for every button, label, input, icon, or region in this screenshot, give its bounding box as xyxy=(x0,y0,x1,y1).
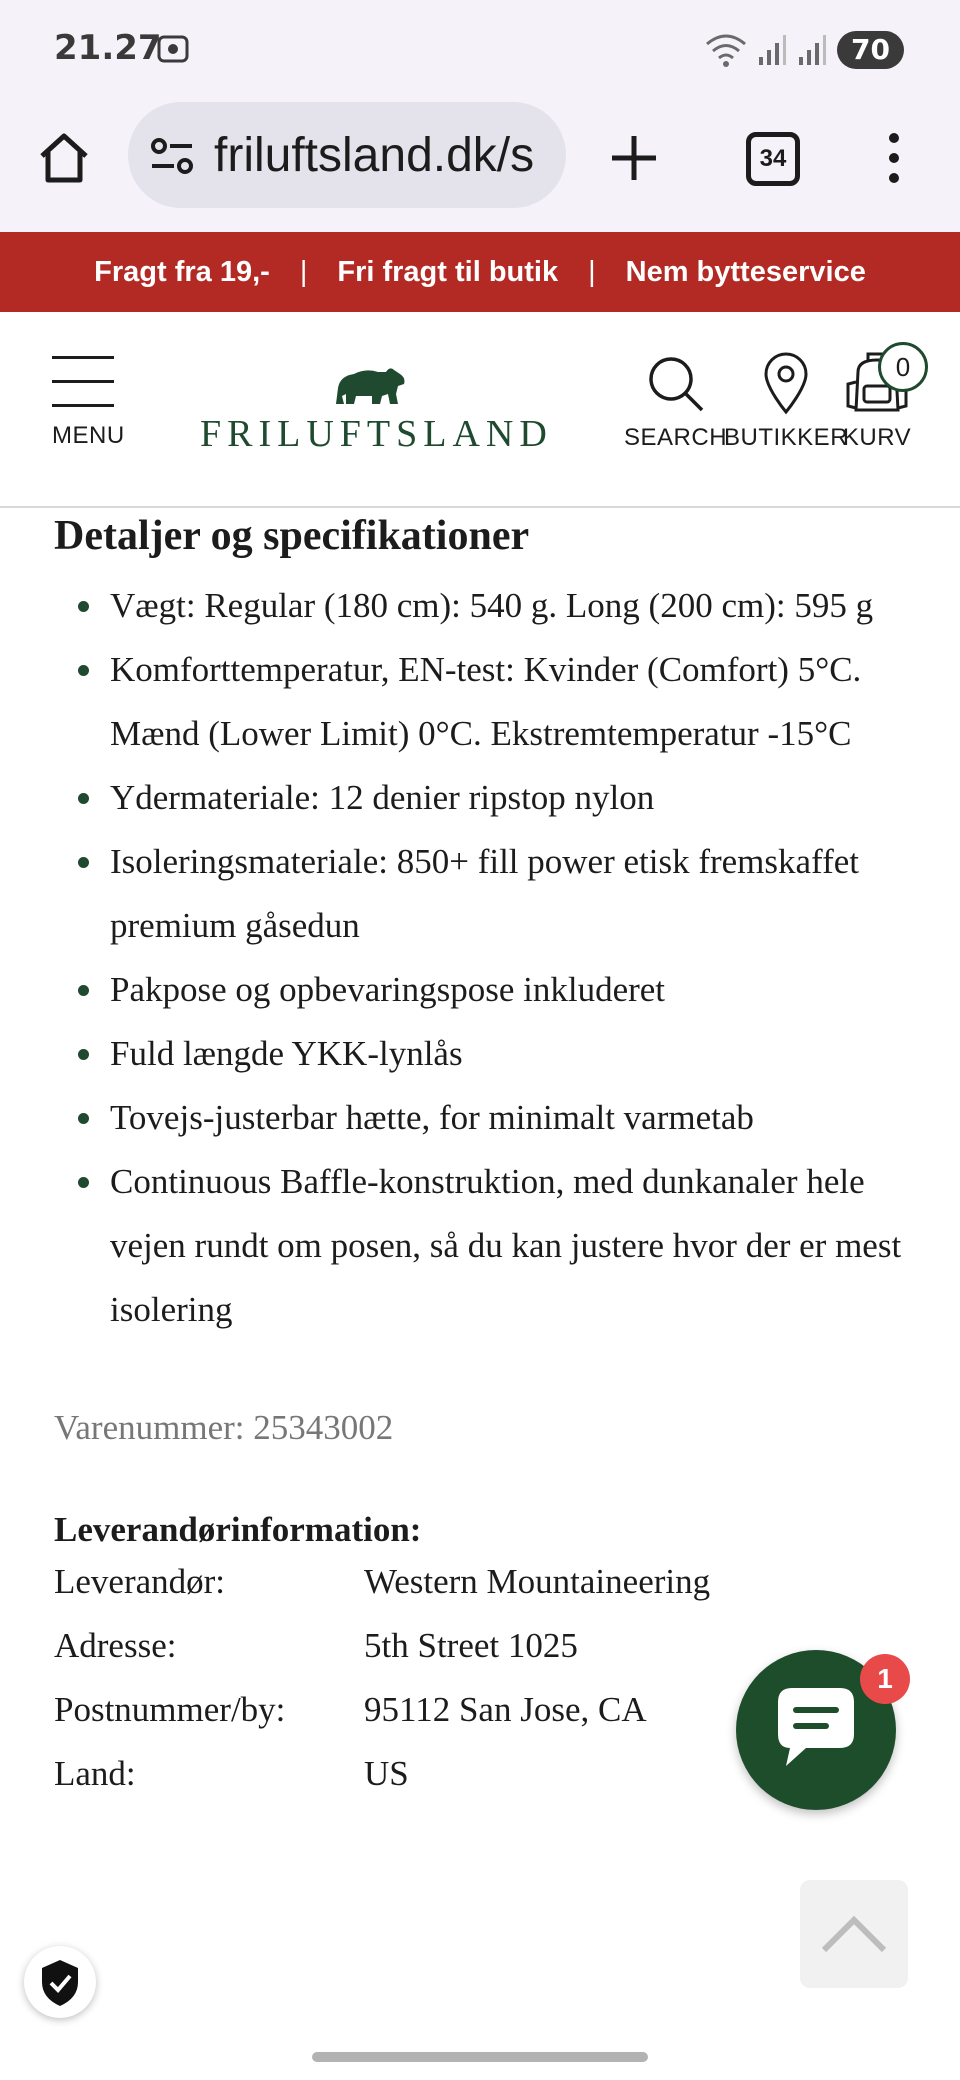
promo-item-exchange[interactable]: Nem bytteservice xyxy=(625,255,866,288)
status-time: 21.27 xyxy=(54,28,162,68)
list-item: Komforttemperatur, EN-test: Kvinder (Comfort) 5°C. Mænd (Lower Limit) 0°C. Ekstremtemperatur -15°C xyxy=(54,638,914,766)
list-item: Continuous Baffle-konstruktion, med dunkanaler hele vejen rundt om posen, så du kan justere hvor der er mest isolering xyxy=(54,1150,914,1342)
supplier-key: Leverandør: xyxy=(54,1562,226,1601)
promo-separator: | xyxy=(299,255,308,288)
kebab-menu-icon[interactable] xyxy=(880,128,908,188)
list-item: Ydermateriale: 12 denier ripstop nylon xyxy=(54,766,914,830)
cart-count-badge: 0 xyxy=(878,342,928,392)
signal-icon xyxy=(757,33,787,67)
search-label: SEARCH xyxy=(624,424,728,451)
tab-switcher-button[interactable]: 34 xyxy=(746,132,800,186)
chevron-up-icon[interactable] xyxy=(800,1880,908,1988)
scroll-to-top-button[interactable] xyxy=(800,1880,908,1988)
spec-list xyxy=(54,574,914,1342)
battery-level: 70 xyxy=(837,31,904,69)
stores-button[interactable] xyxy=(724,352,848,452)
stores-label: BUTIKKER xyxy=(724,424,849,451)
search-button[interactable] xyxy=(624,352,727,452)
list-item: Tovejs-justerbar hætte, for minimalt varmetab xyxy=(54,1086,914,1150)
status-bar xyxy=(0,0,960,100)
address-value: 5th Street 1025 xyxy=(364,1626,578,1665)
country-value: US xyxy=(364,1754,409,1793)
supplier-title: Leverandørinformation: xyxy=(54,1510,422,1549)
product-details xyxy=(54,506,914,1806)
site-settings-icon[interactable] xyxy=(150,136,194,176)
postal-key: Postnummer/by: xyxy=(54,1690,286,1729)
shield-check-icon[interactable] xyxy=(24,1946,96,2018)
menu-button[interactable] xyxy=(52,356,125,450)
list-item: Isoleringsmateriale: 850+ fill power etisk fremskaffet premium gåsedun xyxy=(54,830,914,958)
address-key: Adresse: xyxy=(54,1626,177,1665)
promo-banner xyxy=(0,232,960,312)
list-item: Pakpose og opbevaringspose inkluderet xyxy=(54,958,914,1022)
site-logo[interactable] xyxy=(200,364,553,456)
site-header xyxy=(0,312,960,508)
item-number: Varenummer: 25343002 xyxy=(54,1408,394,1447)
url-text[interactable]: friluftsland.dk/s xyxy=(214,129,535,182)
wifi-icon xyxy=(705,32,747,68)
home-icon[interactable] xyxy=(34,128,94,188)
gesture-bar xyxy=(312,2052,648,2062)
menu-label: MENU xyxy=(52,422,125,449)
bear-logo-icon xyxy=(332,364,408,408)
supplier-row xyxy=(54,1550,914,1614)
browser-toolbar xyxy=(0,100,960,232)
country-key: Land: xyxy=(54,1754,136,1793)
address-bar[interactable] xyxy=(128,102,566,208)
status-icons xyxy=(705,30,904,70)
security-badge-button[interactable] xyxy=(24,1946,96,2018)
list-item: Fuld længde YKK-lynlås xyxy=(54,1022,914,1086)
promo-item-shipping[interactable]: Fragt fra 19,- xyxy=(94,255,270,288)
postal-value: 95112 San Jose, CA xyxy=(364,1690,647,1729)
location-pin-icon[interactable] xyxy=(754,352,818,416)
search-icon[interactable] xyxy=(644,352,708,416)
signal-icon xyxy=(797,33,827,67)
plus-icon[interactable] xyxy=(606,130,662,186)
logo-text: FRILUFTSLAND xyxy=(200,413,553,455)
details-title: Detaljer og specifikationer xyxy=(54,513,530,559)
promo-item-store-shipping[interactable]: Fri fragt til butik xyxy=(337,255,559,288)
chat-notification-badge: 1 xyxy=(860,1654,910,1704)
cart-button[interactable] xyxy=(842,352,912,452)
screen-record-icon xyxy=(156,32,190,66)
hamburger-icon[interactable] xyxy=(52,356,114,407)
cart-label: KURV xyxy=(842,424,912,451)
promo-separator: | xyxy=(588,255,596,288)
list-item: Vægt: Regular (180 cm): 540 g. Long (200 cm): 595 g xyxy=(54,574,914,638)
supplier-value: Western Mountaineering xyxy=(364,1562,711,1601)
